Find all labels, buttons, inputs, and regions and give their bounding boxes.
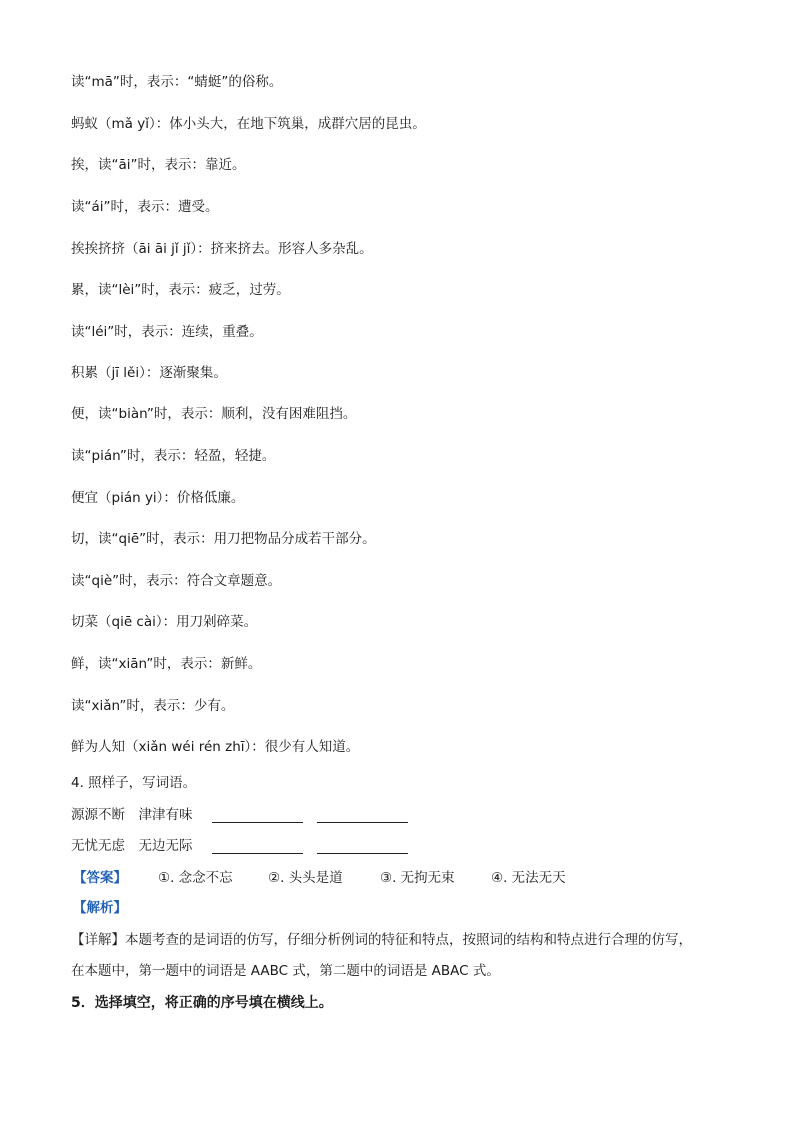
answer-item-2: ②. 头头是道	[268, 870, 343, 886]
text-line-11: 便宜（pián yi）：价格低廉。	[71, 490, 245, 506]
text-line-8: 积累（jī lěi）：逐渐聚集。	[71, 365, 227, 381]
analysis-label: 【解析】	[73, 900, 127, 916]
analysis-detail-line-1	[71, 931, 692, 949]
question-4-example-row-1: 源源不断 津津有味	[71, 807, 193, 823]
question-4-example-row-2: 无忧无虑 无边无际	[71, 838, 193, 854]
detail-label: 【详解】	[71, 932, 125, 948]
answer-item-4: ④. 无法无天	[491, 870, 566, 886]
answer-blank-2[interactable]	[317, 822, 408, 823]
text-line-2: 蚂蚁（mǎ yǐ）：体小头大，在地下筑巢，成群穴居的昆虫。	[71, 116, 426, 132]
answer-blank-1[interactable]	[212, 822, 303, 823]
text-line-17: 鲜为人知（xiǎn wéi rén zhī）：很少有人知道。	[71, 739, 360, 755]
answer-item-3: ③. 无拘无束	[380, 870, 455, 886]
analysis-detail-line-2: 在本题中，第一题中的词语是 AABC 式，第二题中的词语是 ABAC 式。	[71, 963, 500, 979]
text-line-5: 挨挨挤挤（āi āi jǐ jǐ）：挤来挤去。形容人多杂乱。	[71, 241, 373, 257]
text-line-10: 读“pián”时，表示：轻盈，轻捷。	[71, 448, 276, 464]
text-line-3: 挨，读“āi”时，表示：靠近。	[71, 157, 246, 173]
answer-item-1: ①. 念念不忘	[158, 870, 233, 886]
text-line-4: 读“ái”时，表示：遭受。	[71, 199, 219, 215]
text-line-7: 读“léi”时，表示：连续，重叠。	[71, 324, 263, 340]
text-line-15: 鲜，读“xiān”时，表示：新鲜。	[71, 656, 262, 672]
text-line-13: 读“qiè”时，表示：符合文章题意。	[71, 573, 282, 589]
answer-blank-3[interactable]	[212, 853, 303, 854]
detail-text-1: 本题考查的是词语的仿写，仔细分析例词的特征和特点，按照词的结构和特点进行合理的仿写，	[125, 932, 692, 948]
question-5-title: 5．选择填空，将正确的序号填在横线上。	[71, 995, 333, 1011]
text-line-14: 切菜（qiē cài）：用刀剁碎菜。	[71, 614, 258, 630]
question-4-title: 4. 照样子，写词语。	[71, 775, 197, 791]
text-line-16: 读“xiǎn”时，表示：少有。	[71, 698, 235, 714]
text-line-12: 切，读“qiē”时，表示：用刀把物品分成若干部分。	[71, 531, 376, 547]
text-line-6: 累，读“lèi”时，表示：疲乏，过劳。	[71, 282, 290, 298]
text-line-9: 便，读“biàn”时，表示：顺利，没有困难阻挡。	[71, 406, 357, 422]
answer-label: 【答案】	[73, 870, 127, 886]
answer-blank-4[interactable]	[317, 853, 408, 854]
text-line-1: 读“mā”时，表示：“蜻蜓”的俗称。	[71, 74, 283, 90]
